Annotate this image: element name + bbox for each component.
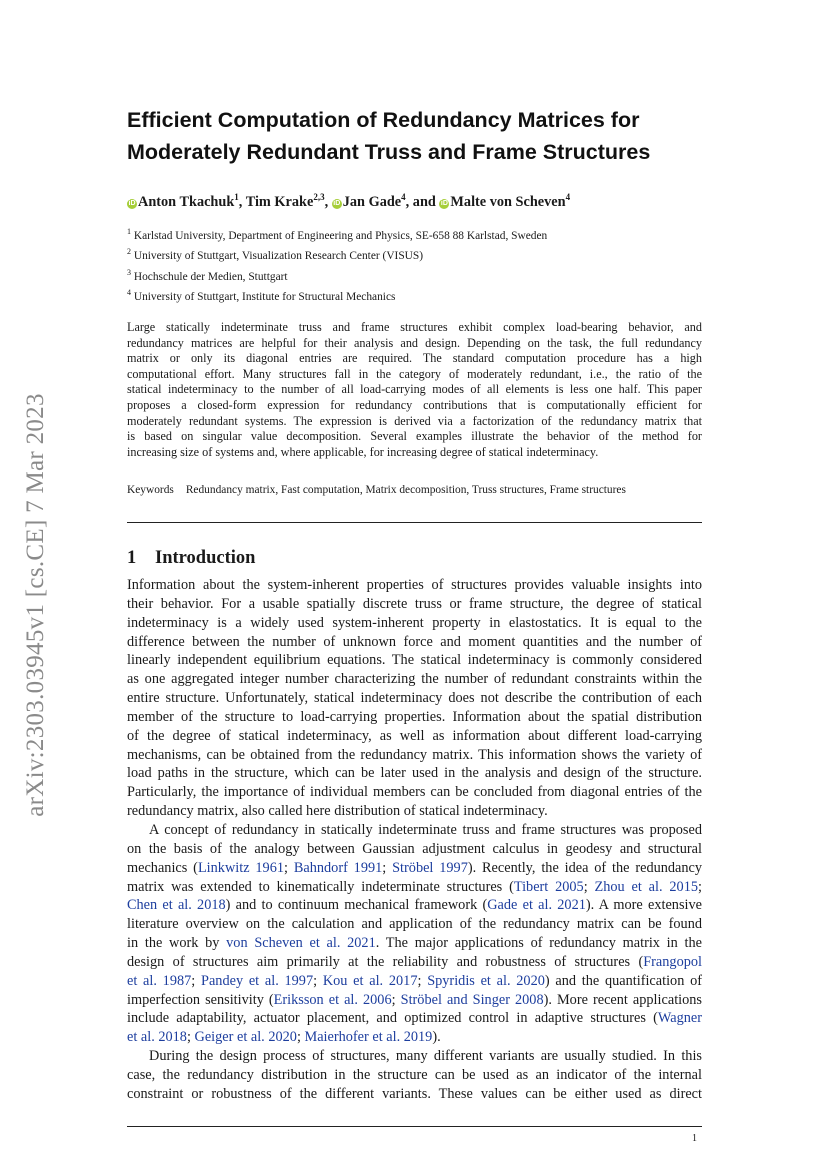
abstract-line: redundancy matrices are helpful for their analysis and design. Depending on the task, the full redundancy [127, 335, 702, 350]
section-heading [127, 548, 255, 569]
paper-title [127, 104, 727, 168]
body-text [127, 576, 702, 1104]
body-text-span: as one aggregated integer number characterizing the number of redundant constraints within the [127, 671, 702, 688]
body-line [127, 614, 702, 633]
body-text-span: ; [417, 972, 428, 989]
body-text-span: ) and to continuum mechanical framework ( [225, 897, 488, 914]
body-text-span: matrix was extended to kinematically indeterminate structures ( [127, 878, 514, 895]
body-line [127, 595, 702, 614]
abstract-line: matrix or only its diagonal entries are required. The standard computation procedure has a high [127, 351, 702, 366]
body-text-span: entire structure. Unfortunately, statical indeterminacy does not describe the contribution of each [127, 690, 702, 707]
body-text-span: difference between the number of unknown force and moment quantities and the number of [127, 633, 702, 650]
affiliation [127, 224, 547, 244]
body-text-span: Information about the system-inherent properties of structures provides valuable insights into [127, 577, 702, 593]
body-text-span: indeterminacy is a widely used system-inherent property in elastostatics. It is equal to the [127, 614, 702, 631]
citation-link[interactable]: Geiger et al. 2020 [194, 1029, 297, 1046]
affiliation [127, 285, 547, 305]
body-text-span: ; [382, 859, 393, 876]
section-number: 1 [127, 548, 137, 568]
body-line [127, 878, 702, 897]
body-text-span: linearly independent equilibrium equations. The statical indeterminacy is commonly considered [127, 652, 702, 669]
body-line [127, 972, 702, 991]
affiliation [127, 244, 547, 264]
affiliation-text: University of Stuttgart, Institute for Structural Mechanics [131, 290, 396, 303]
body-text-span: their behavior. For a usable spatially discrete truss or frame structure, the degree of statical [127, 595, 702, 612]
paragraph [127, 576, 702, 821]
author-list [127, 192, 570, 211]
body-text-span: ; [191, 972, 201, 989]
body-text-span: ; [391, 991, 401, 1008]
citation-link[interactable]: Wagner [657, 1010, 702, 1027]
abstract-line: Large statically indeterminate truss and frame structures exhibit complex load-bearing behavior, and [127, 320, 702, 334]
body-text-span: A concept of redundancy in statically indeterminate truss and frame structures was proposed [149, 821, 702, 838]
body-text-span: imperfection sensitivity ( [127, 991, 274, 1008]
citation-link[interactable]: Gade et al. 2021 [487, 897, 586, 914]
body-line [127, 915, 702, 934]
body-text-span: design of structures aim primarily at the reliability and robustness of structures ( [127, 953, 644, 970]
body-text-span: mechanics ( [127, 859, 198, 876]
affiliation-text: Karlstad University, Department of Engineering and Physics, SE-658 88 Karlstad, Sweden [131, 229, 548, 242]
keywords-label: Keywords [127, 484, 174, 496]
title-line: Moderately Redundant Truss and Frame Structures [127, 140, 651, 164]
body-text-span: ). Recently, the idea of the redundancy [467, 859, 703, 876]
author-affiliation-mark: 1 [234, 192, 239, 202]
citation-link[interactable]: Tibert 2005 [513, 878, 584, 895]
body-line [127, 859, 702, 878]
citation-link[interactable]: Maierhofer et al. 2019 [304, 1029, 433, 1046]
citation-link[interactable]: Linkwitz 1961 [197, 859, 285, 876]
body-text-span: ; [698, 878, 702, 895]
affiliation-mark: 3 [127, 267, 131, 277]
citation-link[interactable]: Ströbel 1997 [392, 859, 468, 876]
keywords-list: Redundancy matrix, Fast computation, Matrix decomposition, Truss structures, Frame structures [185, 484, 626, 496]
body-line [127, 651, 702, 670]
body-text-span: ; [296, 1029, 305, 1046]
section-divider [127, 522, 702, 523]
body-line [127, 934, 702, 953]
citation-link[interactable]: Zhou et al. 2015 [594, 878, 698, 895]
orcid-icon[interactable]: iD [440, 199, 448, 207]
citation-link[interactable]: Spyridis et al. 2020 [427, 972, 545, 989]
body-text-span: of the degree of statical indeterminacy, as well as information about different load-carrying [127, 727, 702, 744]
author-name: Jan Gade [342, 193, 402, 210]
paragraph [127, 1047, 702, 1104]
body-line [127, 670, 702, 689]
author-affiliation-mark: 4 [565, 192, 571, 202]
citation-link[interactable]: Chen et al. 2018 [127, 897, 226, 914]
body-line [127, 1009, 702, 1028]
body-line [127, 1085, 702, 1104]
body-line [127, 764, 702, 783]
keywords [127, 484, 626, 496]
body-text-span: mechanisms, can be obtained from the redundancy matrix. This information shows the variety of [127, 746, 702, 763]
title-line: Efficient Computation of Redundancy Matrices for [127, 108, 640, 132]
body-text-span: Particularly, the importance of individual members can be concluded from diagonal entries of the [127, 784, 702, 801]
orcid-icon[interactable]: iD [333, 199, 341, 207]
author-affiliation-mark: 2,3 [313, 192, 325, 202]
body-text-span: During the design process of structures, many different variants are usually studied. In this [149, 1048, 702, 1065]
body-text-span: . The major applications of redundancy matrix in the [375, 935, 702, 952]
abstract-line: statical indeterminacy to the number of all load-carrying modes of all elements is less one half. This paper [127, 382, 702, 397]
citation-link[interactable]: Kou et al. 2017 [322, 972, 418, 989]
body-text-span: ; [583, 878, 595, 895]
body-line [127, 821, 702, 840]
abstract-line: computational effort. Many structures fall in the category of moderately redundant, i.e., the ratio of the [127, 366, 702, 381]
arxiv-id: arXiv:2303.03945v1 [cs.CE] 7 Mar 2023 [22, 393, 49, 817]
body-text-span: load paths in the structure, which can be later used in the analysis and design of the structure. [127, 765, 702, 782]
body-text-span: ; [186, 1029, 195, 1046]
citation-link[interactable]: Frangopol [643, 953, 702, 970]
body-text-span: on the basis of the analogy between Gaussian adjustment calculus in geodesy and structural [127, 840, 702, 857]
body-text-span: include adaptability, actuator placement, and optimized control in adaptive structures ( [127, 1010, 658, 1027]
citation-link[interactable]: Ströbel and Singer 2008 [400, 991, 544, 1008]
citation-link[interactable]: Eriksson et al. 2006 [273, 991, 392, 1008]
orcid-icon[interactable]: iD [128, 199, 136, 207]
affiliation-text: University of Stuttgart, Visualization Research Center (VISUS) [131, 250, 424, 263]
citation-link[interactable]: Bahndorf 1991 [293, 859, 383, 876]
body-line [127, 633, 702, 652]
paragraph [127, 821, 702, 1047]
author-separator: , and [405, 193, 440, 210]
affiliation [127, 265, 547, 285]
body-line [127, 1066, 702, 1085]
body-line [127, 689, 702, 708]
body-text-span: ). [432, 1029, 441, 1046]
body-text-span: ). More recent applications [543, 991, 702, 1008]
author-affiliation-mark: 4 [401, 192, 406, 202]
abstract [127, 320, 702, 460]
body-text-span: literature overview on the calculation and application of the redundancy matrix can be found [127, 916, 702, 933]
body-line [127, 991, 702, 1010]
arxiv-stamp [14, 0, 58, 1169]
body-line [127, 896, 702, 915]
citation-link[interactable]: et al. 1987 [127, 972, 192, 989]
affiliation-mark: 4 [127, 287, 131, 297]
author-name: Malte von Scheven [450, 193, 566, 210]
body-line [127, 746, 702, 765]
abstract-line: is based on singular value decomposition. Several examples illustrate the behavior of the method for [127, 429, 702, 444]
body-text-span: member of the structure to load-carrying properties. Information about the spatial distribution [127, 708, 702, 725]
body-text-span: redundancy matrix, also called here distribution of statical indeterminacy. [127, 803, 548, 820]
body-text-span: ). A more extensive [585, 897, 702, 914]
footer-rule [127, 1126, 702, 1127]
author-separator: , [238, 193, 246, 210]
body-text-span: case, the redundancy distribution in the structure can be used as an indicator of the internal [127, 1066, 702, 1083]
affiliation-text: Hochschule der Medien, Stuttgart [131, 270, 288, 283]
body-text-span: in the work by [127, 935, 227, 952]
abstract-line: moderately redundant systems. The expression is derived via a factorization of the redundancy matrix that [127, 413, 702, 428]
body-line [127, 1047, 702, 1066]
body-line [127, 840, 702, 859]
body-line [127, 783, 702, 802]
body-line [127, 576, 702, 595]
body-line [127, 802, 702, 821]
body-text-span: ; [284, 859, 294, 876]
body-line [127, 1028, 702, 1047]
citation-link[interactable]: et al. 2018 [127, 1029, 187, 1046]
affiliation-mark: 2 [127, 247, 131, 257]
abstract-line: proposes a closed-form expression for redundancy contributions that is computationally efficient for [127, 397, 702, 412]
body-line [127, 708, 702, 727]
body-text-span: ; [313, 972, 323, 989]
body-text-span: constraint or robustness of the different variants. These values can be either used as direct [127, 1085, 702, 1102]
author-name: Anton Tkachuk [138, 193, 235, 210]
body-line [127, 953, 702, 972]
author-name: Tim Krake [245, 193, 314, 210]
author-separator: , [324, 193, 332, 210]
section-title: Introduction [155, 548, 256, 568]
page-number: 1 [692, 1133, 697, 1144]
body-line [127, 727, 702, 746]
citation-link[interactable]: von Scheven et al. 2021 [226, 935, 376, 952]
abstract-line: increasing size of systems and, where applicable, for increasing degree of statical indeterminacy. [127, 444, 599, 459]
body-text-span: ) and the quantification of [544, 972, 703, 989]
citation-link[interactable]: Pandey et al. 1997 [201, 972, 314, 989]
affiliations [127, 224, 547, 305]
affiliation-mark: 1 [127, 227, 131, 236]
